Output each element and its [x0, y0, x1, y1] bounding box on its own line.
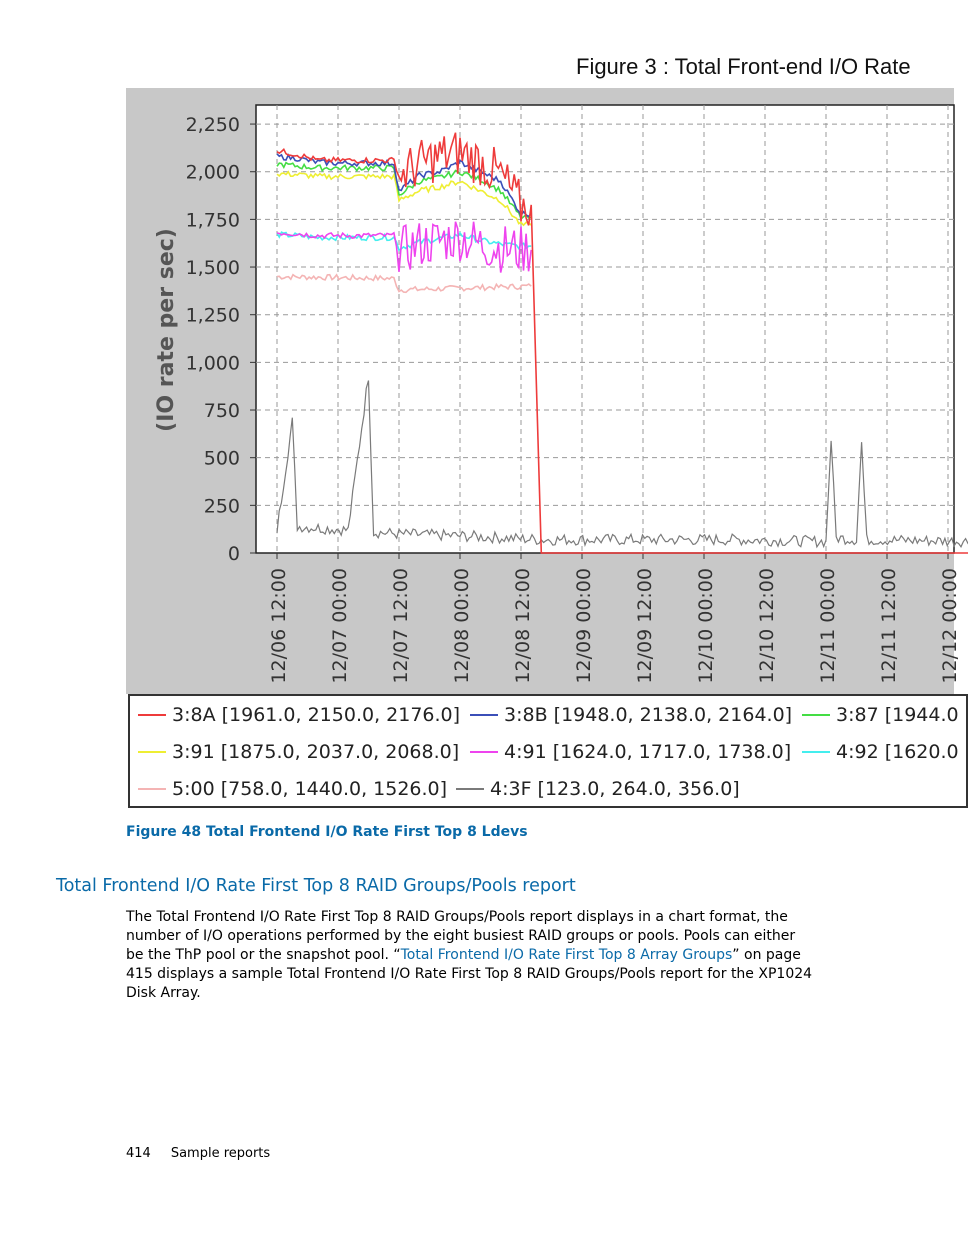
- y-tick-label: 250: [203, 495, 240, 518]
- y-tick-label: 2,000: [185, 161, 240, 184]
- figure-caption: Figure 48 Total Frontend I/O Rate First Top 8 Ldevs: [126, 824, 528, 840]
- legend-swatch: [470, 751, 498, 753]
- x-tick-label: 12/08 12:00: [512, 568, 534, 684]
- legend-swatch: [802, 714, 830, 716]
- plot-area: [256, 105, 954, 553]
- legend-item: [138, 778, 447, 800]
- legend-label: 3:8B [1948.0, 2138.0, 2164.0]: [504, 704, 793, 726]
- legend-label: 3:8A [1961.0, 2150.0, 2176.0]: [172, 704, 461, 726]
- chart-legend: [128, 694, 968, 808]
- legend-item: [138, 704, 460, 726]
- body-paragraph: [126, 908, 816, 1003]
- x-tick-label: 12/10 00:00: [695, 568, 717, 684]
- legend-swatch: [456, 788, 484, 790]
- y-tick-label: 1,500: [185, 257, 240, 280]
- legend-label: 4:3F [123.0, 264.0, 356.0]: [490, 778, 740, 800]
- cross-reference-link[interactable]: Total Frontend I/O Rate First Top 8 Array Groups: [400, 947, 733, 963]
- legend-label: 5:00 [758.0, 1440.0, 1526.0]: [172, 778, 448, 800]
- x-tick-label: 12/10 12:00: [756, 568, 778, 684]
- legend-label: 4:91 [1624.0, 1717.0, 1738.0]: [504, 741, 792, 763]
- x-tick-label: 12/11 00:00: [817, 568, 839, 684]
- legend-swatch: [802, 751, 830, 753]
- y-tick-label: 750: [203, 400, 240, 423]
- y-tick-label: 2,250: [185, 114, 240, 137]
- y-tick-label: 500: [203, 447, 240, 470]
- legend-item: [470, 704, 792, 726]
- y-tick-label: 1,000: [185, 352, 240, 375]
- legend-item: [802, 704, 959, 726]
- legend-label: 3:91 [1875.0, 2037.0, 2068.0]: [172, 741, 460, 763]
- y-axis-label: (IO rate per sec): [154, 228, 179, 432]
- y-tick-label: 0: [227, 543, 240, 565]
- x-tick-label: 12/11 12:00: [878, 568, 900, 684]
- x-tick-label: 12/12 00:00: [939, 568, 961, 684]
- y-tick-label: 1,250: [185, 304, 240, 327]
- x-tick-label: 12/06 12:00: [268, 568, 290, 684]
- legend-item: [802, 741, 959, 763]
- legend-swatch: [470, 714, 498, 716]
- footer-section-name: Sample reports: [170, 1146, 271, 1161]
- legend-item: [456, 778, 740, 800]
- figure-title: Figure 3 : Total Front-end I/O Rate: [576, 54, 911, 79]
- legend-swatch: [138, 751, 166, 753]
- x-tick-label: 12/09 12:00: [634, 568, 656, 684]
- x-tick-label: 12/07 12:00: [390, 568, 412, 684]
- para-text-end: ” on page 415 displays a sample Total Frontend I/O Rate First Top 8 RAID Groups/Pools report for the XP1024 Disk Array.: [126, 947, 813, 1001]
- legend-label: 4:92 [1620.0: [836, 741, 959, 763]
- legend-label: 3:87 [1944.0: [836, 704, 959, 726]
- x-tick-label: 12/07 00:00: [329, 568, 351, 684]
- section-heading: Total Frontend I/O Rate First Top 8 RAID Groups/Pools report: [56, 876, 576, 896]
- page-number: 414: [126, 1146, 151, 1161]
- legend-swatch: [138, 788, 166, 790]
- legend-item: [470, 741, 791, 763]
- x-tick-label: 12/08 00:00: [451, 568, 473, 684]
- x-tick-label: 12/09 00:00: [573, 568, 595, 684]
- legend-item: [138, 741, 459, 763]
- page-footer: [126, 1146, 270, 1161]
- y-tick-label: 1,750: [185, 209, 240, 232]
- legend-swatch: [138, 714, 166, 716]
- para-text-start: The Total Frontend I/O Rate First Top 8 RAID Groups/Pools report displays in a chart format, the number of I/O operations performed by the eight busiest RAID groups or pools. Pools can either be the ThP pool or the snapshot pool. “: [126, 909, 796, 963]
